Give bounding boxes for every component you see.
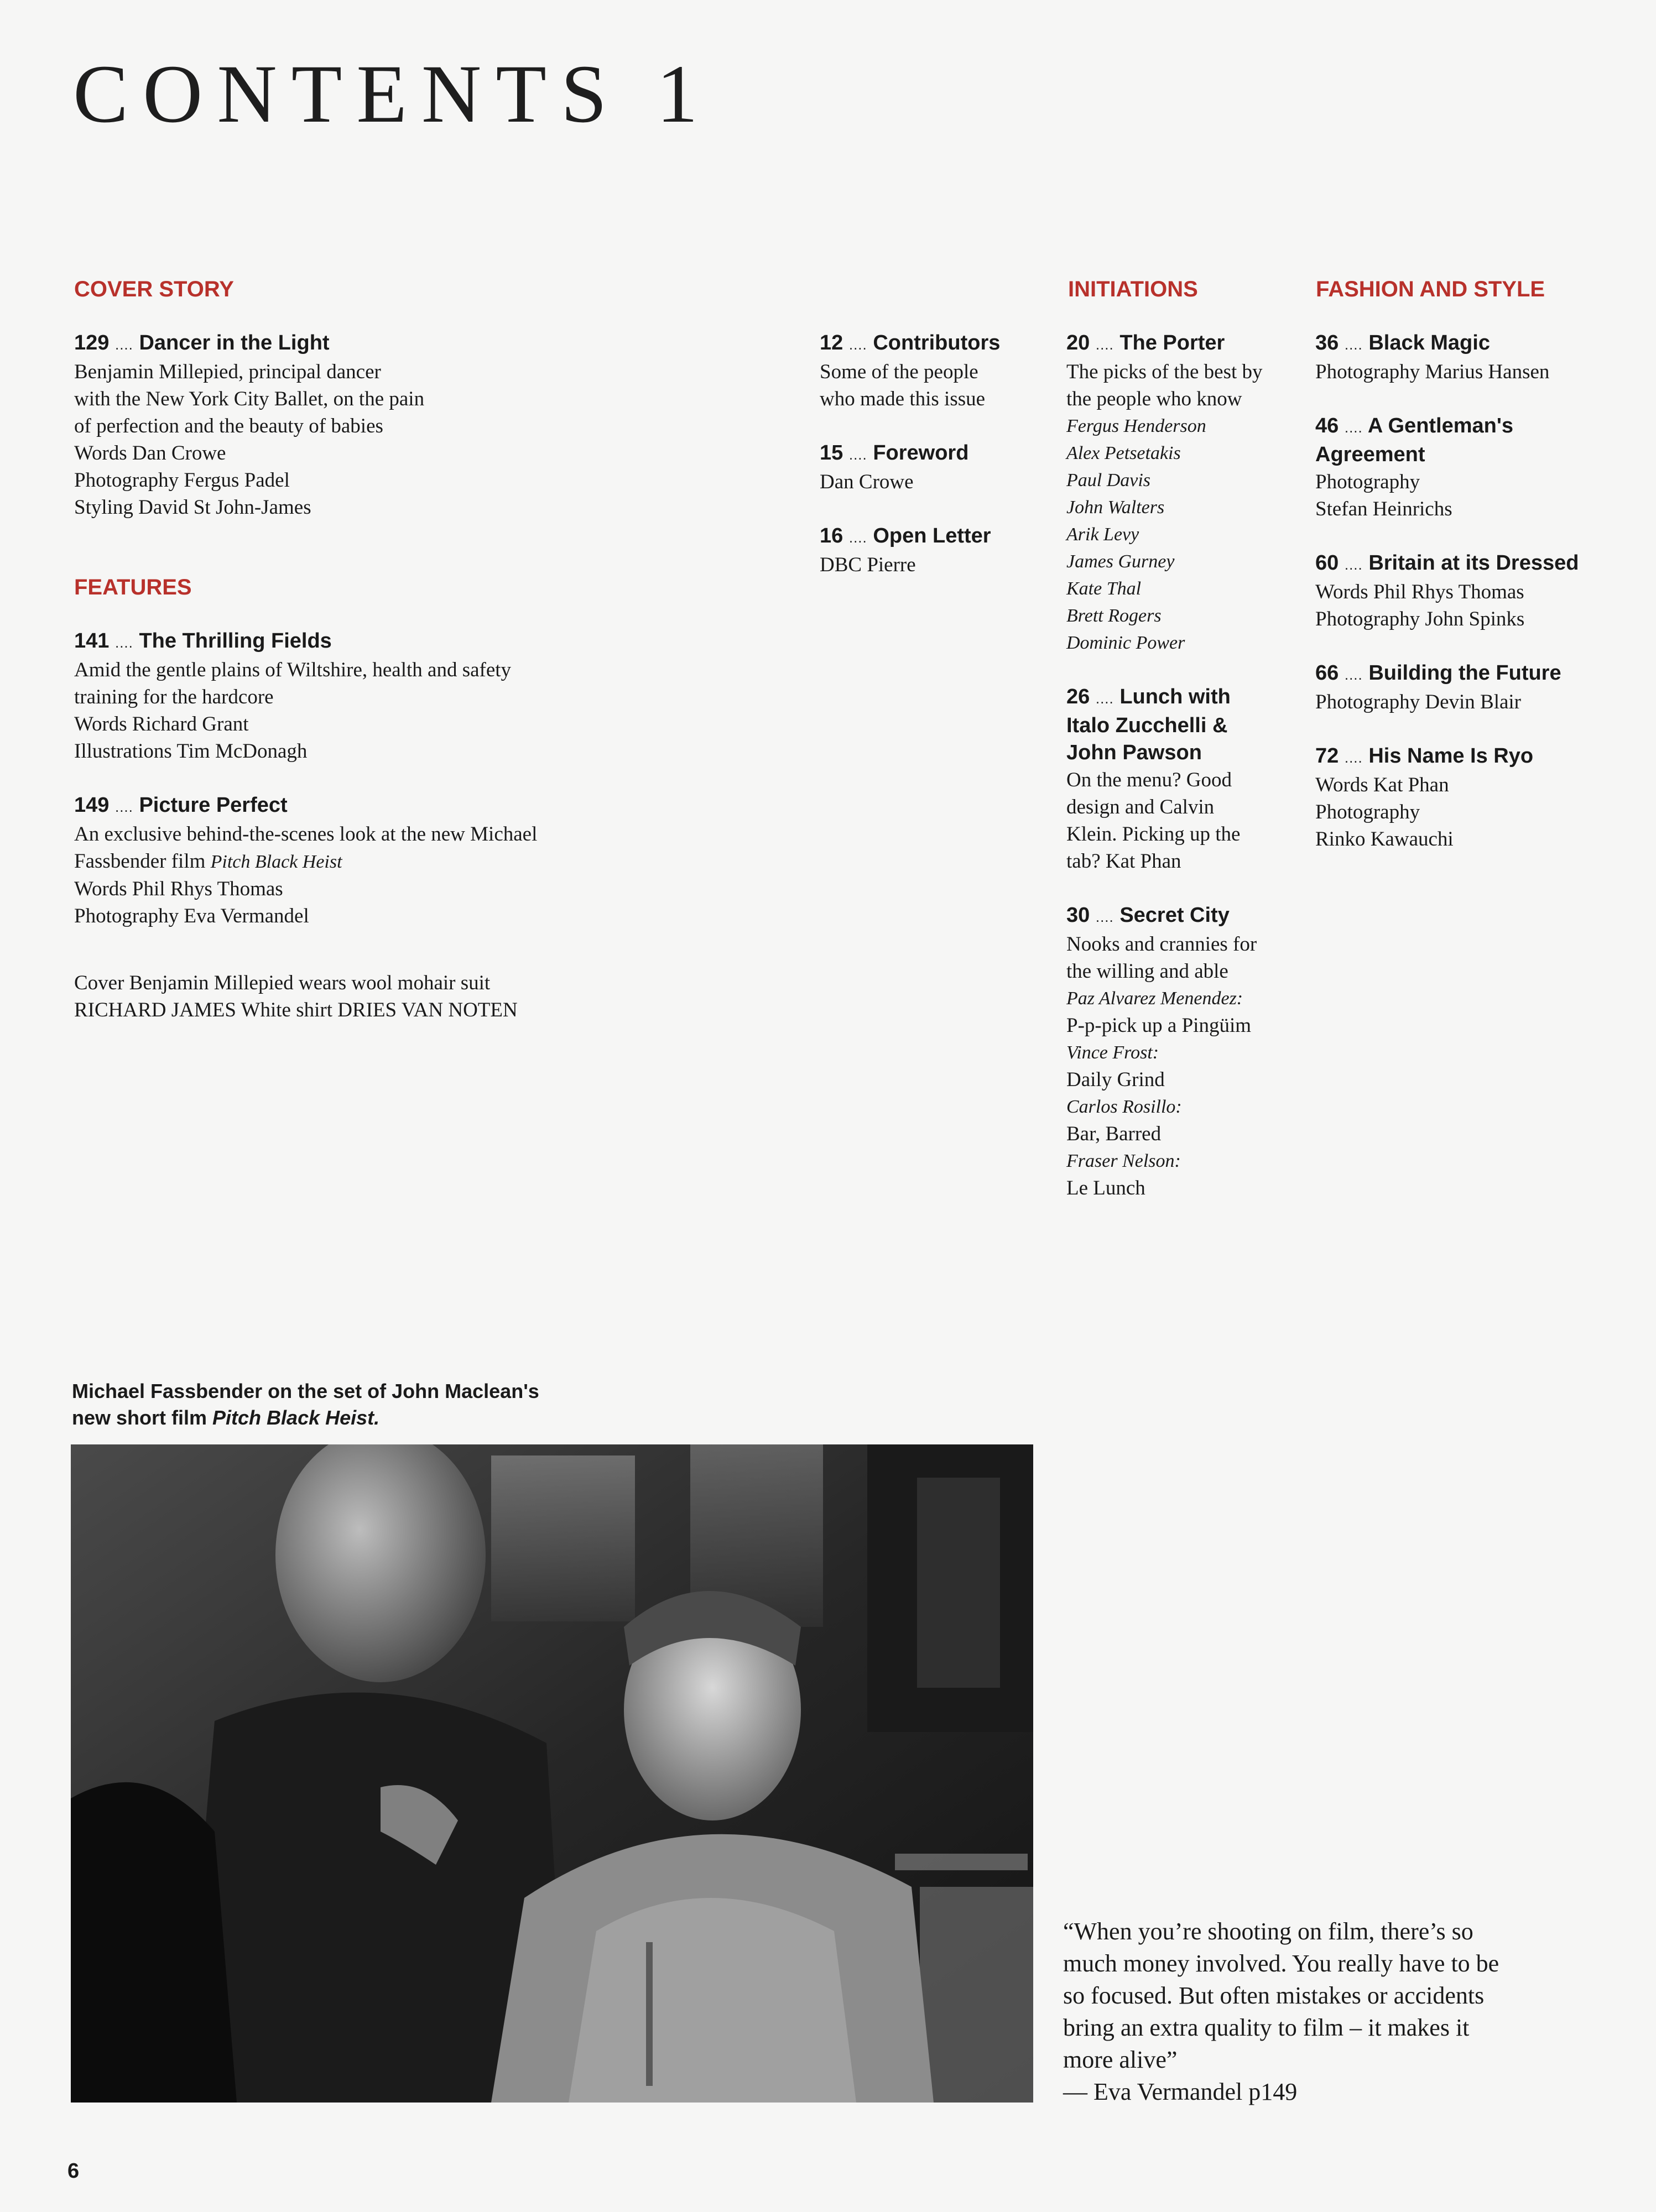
entry-line: the people who know: [1066, 388, 1242, 410]
entry-title: Black Magic: [1368, 331, 1490, 354]
entry-title: The Thrilling Fields: [139, 629, 332, 653]
entry-line: The picks of the best by: [1066, 361, 1263, 383]
entry-title: Contributors: [873, 331, 1001, 354]
entry-line: Photography: [1315, 801, 1420, 823]
entry-line: Words Phil Rhys Thomas: [1315, 581, 1524, 603]
contributor-name: John Walters: [1066, 497, 1165, 518]
entry-heading: [1315, 743, 1579, 771]
entry-dots: ....: [1344, 419, 1363, 436]
entry-page-number: 36: [1315, 331, 1339, 354]
entry-heading: [1315, 413, 1579, 441]
entry-line: of perfection and the beauty of babies: [74, 415, 383, 437]
entry-dots: ....: [1344, 666, 1363, 683]
entry-title: Building the Future: [1368, 661, 1561, 685]
contributor-name: Fraser Nelson:: [1066, 1151, 1181, 1171]
entry-title: Britain at its Dressed: [1368, 551, 1579, 575]
contributor-piece: Bar, Barred: [1066, 1123, 1162, 1145]
contributor-name: Carlos Rosillo:: [1066, 1097, 1182, 1117]
photograph: [71, 1444, 1033, 2103]
quote-line: “When you’re shooting on film, there’s so: [1063, 1918, 1473, 1945]
middle-entry: [820, 440, 1000, 495]
fashion-entry: [1315, 550, 1579, 633]
entry-heading: [74, 792, 537, 821]
entry-line: Illustrations Tim McDonagh: [74, 740, 308, 763]
entry-line: Words Phil Rhys Thomas: [74, 878, 283, 900]
entry-dots: ....: [1095, 909, 1114, 925]
contributor-piece: Le Lunch: [1066, 1177, 1145, 1199]
caption-film-title: Pitch Black Heist.: [212, 1406, 380, 1429]
contributor-name: Alex Petsetakis: [1066, 443, 1181, 463]
contributor-piece: Daily Grind: [1066, 1068, 1165, 1091]
contributor-name: Arik Levy: [1066, 524, 1139, 545]
entry-dots: ....: [1344, 556, 1363, 573]
entry-line: Words Kat Phan: [1315, 774, 1449, 796]
contributor-name: Fergus Henderson: [1066, 416, 1206, 436]
entry-line: Benjamin Millepied, principal dancer: [74, 361, 381, 383]
entry-page-number: 72: [1315, 744, 1339, 768]
caption-line: Michael Fassbender on the set of John Maclean's: [72, 1380, 539, 1402]
entry-page-number: 60: [1315, 551, 1339, 575]
entry-title: Lunch with: [1119, 685, 1231, 708]
initiations-entry-secret-city: [1066, 902, 1263, 1202]
entry-line: Some of the people: [820, 361, 978, 383]
entry-line: the willing and able: [1066, 960, 1228, 983]
section-heading-fashion-and-style: FASHION AND STYLE: [1316, 277, 1545, 301]
entry-title-line: Italo Zucchelli &: [1066, 714, 1228, 737]
fashion-entry: [1315, 413, 1579, 523]
entry-heading: [820, 440, 1000, 468]
entry-line: Photography Eva Vermandel: [74, 905, 309, 927]
entry-line: design and Calvin: [1066, 796, 1215, 818]
entry-line: An exclusive behind-the-scenes look at the new Michael: [74, 823, 538, 846]
entry-page-number: 16: [820, 524, 843, 547]
entry-line: Words Dan Crowe: [74, 442, 226, 465]
entry-heading: [820, 523, 1000, 551]
features-entry: [74, 628, 537, 765]
entry-title: Foreword: [873, 441, 969, 465]
fashion-list: [1315, 330, 1579, 880]
contributor-name: James Gurney: [1066, 551, 1175, 572]
entry-line: Nooks and crannies for: [1066, 933, 1257, 956]
entry-heading: [1066, 330, 1263, 358]
entry-heading: [1066, 684, 1263, 712]
entry-line: Klein. Picking up the: [1066, 823, 1241, 846]
entry-line: with the New York City Ballet, on the pain: [74, 388, 425, 410]
entry-dots: ....: [1344, 336, 1363, 353]
entry-line: DBC Pierre: [820, 554, 916, 576]
section-heading-cover-story: COVER STORY: [74, 277, 234, 301]
page-number: 6: [67, 2159, 80, 2183]
entry-page-number: 66: [1315, 661, 1339, 685]
entry-dots: ....: [848, 336, 867, 353]
fashion-entry: [1315, 743, 1579, 853]
entry-dots: ....: [1344, 749, 1363, 766]
contributor-name: Brett Rogers: [1066, 606, 1162, 626]
entry-line: tab? Kat Phan: [1066, 850, 1181, 873]
entry-heading: [1066, 902, 1263, 931]
quote-line: much money involved. You really have to be: [1063, 1950, 1499, 1977]
entry-heading: [820, 330, 1000, 358]
entry-line: training for the hardcore: [74, 686, 274, 708]
cover-note-line: Cover Benjamin Millepied wears wool mohair suit: [74, 972, 491, 994]
cover-note-line: RICHARD JAMES White shirt DRIES VAN NOTEN: [74, 999, 518, 1021]
entry-dots: ....: [114, 799, 133, 815]
contributor-name: Paul Davis: [1066, 470, 1151, 491]
entry-line: On the menu? Good: [1066, 769, 1232, 791]
entry-dots: ....: [848, 529, 867, 546]
entry-line: who made this issue: [820, 388, 986, 410]
entry-line: [74, 848, 537, 875]
entry-page-number: 12: [820, 331, 843, 354]
quote-attribution: — Eva Vermandel p149: [1063, 2078, 1298, 2105]
contributor-name: Vince Frost:: [1066, 1042, 1159, 1063]
entry-line-text: Fassbender film: [74, 850, 211, 873]
fashion-entry: [1315, 330, 1579, 385]
contributor-piece: P-p-pick up a Pingüim: [1066, 1014, 1252, 1037]
entry-dots: ....: [1095, 336, 1114, 353]
film-title: Pitch Black Heist: [210, 852, 342, 872]
initiations-entry-lunch: [1066, 684, 1263, 875]
entry-page-number: 129: [74, 331, 110, 354]
photo-illustration: [71, 1444, 1033, 2103]
entry-line: Styling David St John-James: [74, 496, 311, 519]
cover-note: [74, 969, 518, 1024]
section-heading-initiations: INITIATIONS: [1068, 277, 1198, 301]
pull-quote: [1063, 1916, 1499, 2108]
entry-page-number: 20: [1066, 331, 1090, 354]
initiations-list: [1066, 330, 1263, 1229]
entry-title: Open Letter: [873, 524, 991, 547]
cover-story-entry: [74, 330, 424, 521]
entry-dots: ....: [1095, 690, 1114, 707]
entry-title: Picture Perfect: [139, 794, 288, 817]
entry-heading: [74, 628, 537, 656]
contributor-name: Dominic Power: [1066, 633, 1185, 653]
entry-title-line: Agreement: [1315, 443, 1425, 466]
quote-line: more alive”: [1063, 2046, 1178, 2073]
page-title: CONTENTS 1: [73, 48, 712, 140]
entry-line: Dan Crowe: [820, 471, 914, 493]
entry-page-number: 149: [74, 794, 110, 817]
quote-line: so focused. But often mistakes or accidents: [1063, 1982, 1485, 2009]
middle-entry: [820, 523, 1000, 578]
contributor-name: Paz Alvarez Menendez:: [1066, 988, 1243, 1009]
entry-page-number: 46: [1315, 414, 1339, 437]
entry-page-number: 15: [820, 441, 843, 465]
middle-column: [820, 330, 1000, 606]
features-list: [74, 628, 537, 957]
entry-page-number: 141: [74, 629, 110, 653]
photo-caption: [72, 1378, 539, 1431]
entry-line: Amid the gentle plains of Wiltshire, health and safety: [74, 659, 512, 681]
entry-title: His Name Is Ryo: [1368, 744, 1534, 768]
entry-title: The Porter: [1119, 331, 1225, 354]
entry-heading: [1315, 330, 1579, 358]
entry-line: Photography John Spinks: [1315, 608, 1525, 630]
middle-entry: [820, 330, 1000, 413]
entry-dots: ....: [848, 446, 867, 463]
section-heading-features: FEATURES: [74, 575, 192, 599]
entry-dots: ....: [114, 634, 133, 651]
entry-heading: [1315, 550, 1579, 578]
entry-line: Words Richard Grant: [74, 713, 249, 735]
entry-title: Secret City: [1119, 904, 1230, 927]
contributor-name: Kate Thal: [1066, 578, 1142, 599]
entry-title: A Gentleman's: [1367, 414, 1514, 437]
entry-line: Photography Fergus Padel: [74, 469, 290, 492]
entry-line: Photography Marius Hansen: [1315, 361, 1550, 383]
entry-heading: [1315, 660, 1579, 688]
entry-line: Rinko Kawauchi: [1315, 828, 1454, 851]
caption-line: [72, 1405, 539, 1431]
entry-heading: [74, 330, 424, 358]
entry-line: Stefan Heinrichs: [1315, 498, 1452, 520]
entry-line: Photography Devin Blair: [1315, 691, 1522, 713]
fashion-entry: [1315, 660, 1579, 716]
entry-page-number: 26: [1066, 685, 1090, 708]
entry-dots: ....: [114, 336, 133, 353]
quote-line: bring an extra quality to film – it makes it: [1063, 2014, 1470, 2041]
entry-title-line: John Pawson: [1066, 741, 1202, 764]
entry-line: Photography: [1315, 471, 1420, 493]
features-entry: [74, 792, 537, 930]
entry-title: Dancer in the Light: [139, 331, 330, 354]
caption-text: new short film: [72, 1406, 213, 1429]
entry-page-number: 30: [1066, 904, 1090, 927]
initiations-entry-porter: [1066, 330, 1263, 656]
